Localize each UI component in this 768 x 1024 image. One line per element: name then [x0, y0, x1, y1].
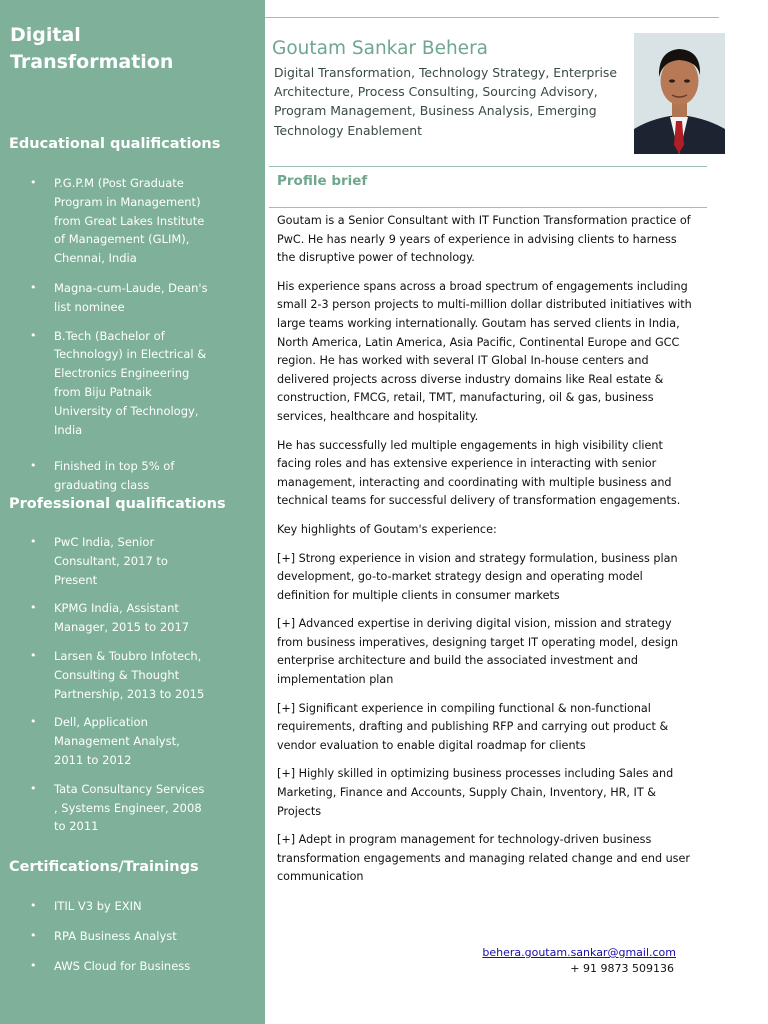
professional-item: • Dell, Application Management Analyst, 2011 to 2012 — [0, 713, 209, 769]
profile-divider-bottom — [269, 207, 707, 208]
sidebar-title — [10, 22, 250, 76]
education-list — [0, 174, 265, 495]
profile-paragraph: His experience spans across a broad spectrum of engagements including small 2-3 person projects to multi-million dollar distributed initiatives with large teams working internationally. Goutam has served clients in India, North America, Latin America, Asia Pacific, Continental Europe and GCC region. He has worked with several IT Global In-house centers and delivered projects across diverse industry domains like Real estate & construction, FMCG, retail, TMT, manufacturing, oil & gas, business services, healthcare and hospitality. — [277, 279, 692, 423]
professional-item: • Larsen & Toubro Infotech, Consulting & Thought Partnership, 2013 to 2015 — [0, 647, 209, 703]
certifications-list — [0, 897, 265, 975]
professional-list — [0, 533, 265, 836]
profile-content — [277, 212, 697, 897]
certifications-heading: Certifications/Trainings — [9, 859, 199, 875]
email-link[interactable]: behera.goutam.sankar@gmail.com — [482, 946, 676, 959]
profile-paragraph: Goutam is a Senior Consultant with IT Function Transformation practice of PwC. He has nearly 9 years of experience in advising clients to harness the disruptive power of technology. — [277, 214, 691, 265]
sidebar-title-line2: Transformation — [10, 51, 174, 73]
profile-paragraph: He has successfully led multiple engagements in high visibility client facing roles and has extensive experience in interacting with senior management, interacting and coordinating with multiple business and technical teams for successful delivery of transformation engagements. — [277, 438, 681, 508]
highlight-item: [+] Strong experience in vision and strategy formulation, business plan development, go-to-market strategy design and operating model definition for multiple clients in consumer markets — [277, 551, 678, 602]
education-item: • Finished in top 5% of graduating class — [0, 457, 209, 495]
education-item: • P.G.P.M (Post Graduate Program in Management) from Great Lakes Institute of Management (GLIM), Chennai, India — [0, 174, 209, 268]
top-divider — [265, 17, 719, 18]
profile-paragraph: Key highlights of Goutam's experience: — [277, 522, 497, 536]
certification-item: • AWS Cloud for Business — [0, 957, 209, 976]
professional-item: • KPMG India, Assistant Manager, 2015 to 2017 — [0, 599, 209, 637]
profile-photo — [634, 33, 725, 154]
highlight-item: [+] Adept in program management for technology-driven business transformation engagements and managing related change and end user communication — [277, 833, 690, 884]
highlight-item: [+] Highly skilled in optimizing business processes including Sales and Marketing, Finance and Accounts, Supply Chain, Inventory, HR, IT & Projects — [277, 767, 674, 818]
sidebar — [0, 0, 265, 1024]
profile-divider-top — [269, 166, 707, 167]
education-item: • Magna-cum-Laude, Dean's list nominee — [0, 279, 209, 317]
profile-heading: Profile brief — [277, 173, 368, 189]
highlight-item: [+] Advanced expertise in deriving digital vision, mission and strategy from business imperatives, designing target IT operating model, design enterprise architecture and build the associated investment and implementation plan — [277, 617, 679, 687]
sidebar-title-line1: Digital — [10, 24, 81, 46]
highlight-item: [+] Significant experience in compiling functional & non-functional requirements, drafting and publishing RFP and carrying out product & vendor evaluation to enable digital roadmap for clients — [277, 701, 669, 752]
certification-item: • RPA Business Analyst — [0, 927, 209, 946]
candidate-name: Goutam Sankar Behera — [272, 38, 489, 59]
professional-heading: Professional qualifications — [9, 496, 226, 512]
certification-item: • ITIL V3 by EXIN — [0, 897, 209, 916]
profile-photo-illustration — [634, 33, 725, 154]
candidate-tagline: Digital Transformation, Technology Strategy, Enterprise Architecture, Process Consulting, Sourcing Advisory, Program Management, Business Analysis, Emerging Technology Enablement — [274, 65, 618, 138]
professional-item: • Tata Consultancy Services , Systems Engineer, 2008 to 2011 — [0, 780, 209, 836]
education-item: • B.Tech (Bachelor of Technology) in Electrical & Electronics Engineering from Biju Patnaik University of Technology, India — [0, 327, 209, 440]
phone-number: + 91 9873 509136 — [570, 962, 674, 975]
professional-item: • PwC India, Senior Consultant, 2017 to Present — [0, 533, 209, 589]
education-heading: Educational qualifications — [9, 136, 221, 152]
